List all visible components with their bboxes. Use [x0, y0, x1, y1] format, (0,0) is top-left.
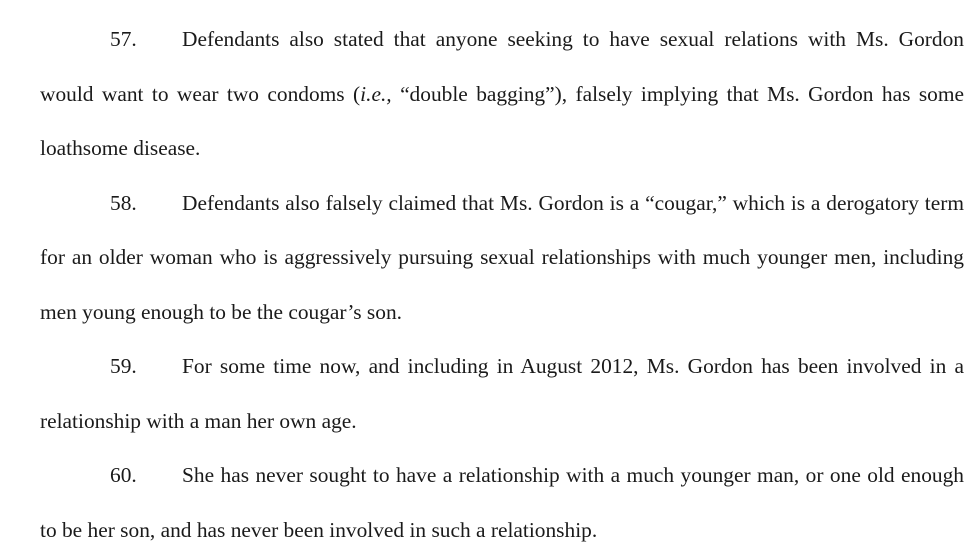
paragraph-58	[40, 176, 964, 340]
paragraph-text: She has never sought to have a relationship with a much younger man, or one old enough to be her son, and has never been involved in such a relationship.	[40, 463, 964, 542]
paragraph-text-italic: i.e.,	[360, 81, 392, 106]
paragraph-text: Defendants also stated that anyone seeking to have sexual relations with Ms. Gordon would want to wear two condoms (	[40, 27, 964, 106]
paragraph-text: “double bagging”), falsely implying that Ms. Gordon has some loathsome disease.	[40, 81, 964, 160]
paragraph-number: 59.	[110, 354, 137, 378]
paragraph-60	[40, 448, 964, 557]
paragraph-59	[40, 339, 964, 448]
paragraph-57	[40, 12, 964, 176]
paragraph-text: For some time now, and including in August 2012, Ms. Gordon has been involved in a relationship with a man her own age.	[40, 354, 964, 433]
paragraph-number: 58.	[110, 190, 137, 215]
paragraph-text: Defendants also falsely claimed that Ms. Gordon is a “cougar,” which is a derogatory term for an older woman who is aggressively pursuing sexual relationships with much younger men, including men young enough to be the cougar’s son.	[40, 190, 964, 324]
paragraph-number: 57.	[110, 27, 137, 51]
document-page	[40, 12, 964, 557]
paragraph-number: 60.	[110, 463, 137, 487]
